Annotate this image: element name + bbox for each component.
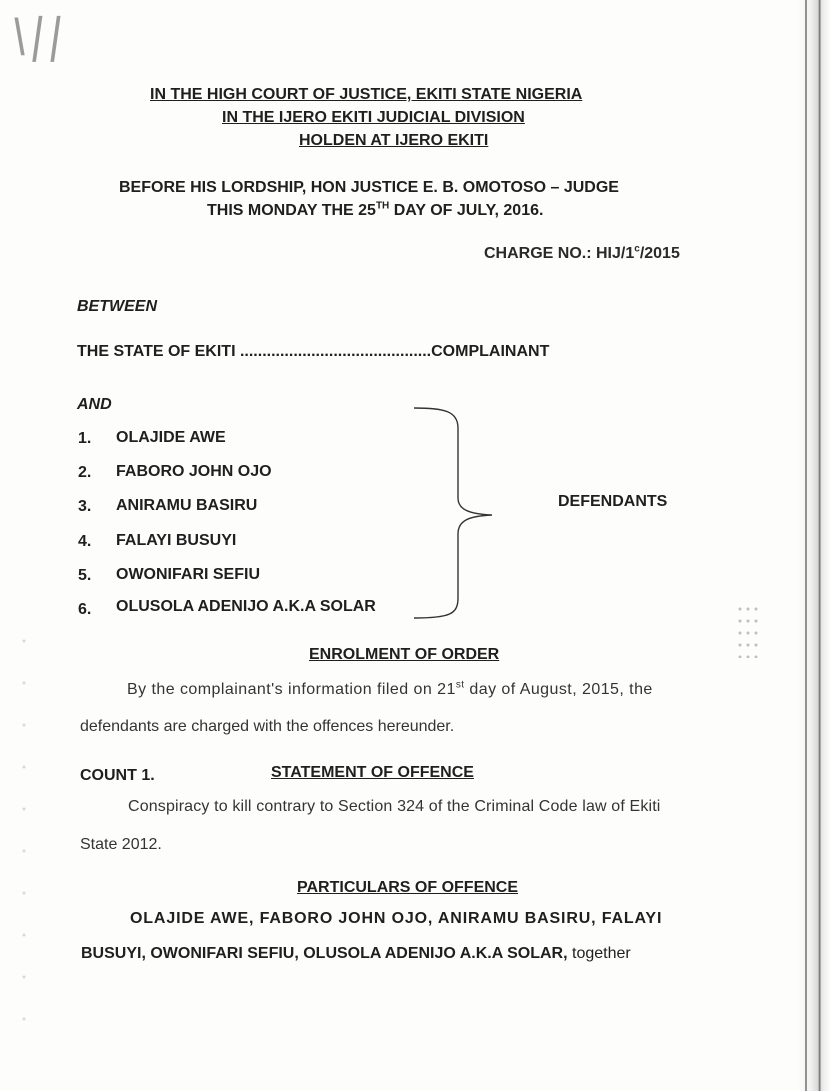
information-superscript: st bbox=[455, 679, 465, 691]
between-label: BETWEEN bbox=[77, 298, 157, 315]
enrolment-title: ENROLMENT OF ORDER bbox=[309, 646, 500, 663]
information-end: day of August, 2015, the bbox=[464, 681, 653, 698]
defendant-number: 4. bbox=[78, 533, 92, 550]
particulars-together: together bbox=[567, 945, 631, 962]
charge-number bbox=[484, 245, 680, 263]
particulars-line-2 bbox=[81, 945, 631, 963]
scan-speckles-right bbox=[736, 603, 760, 658]
defendant-number: 5. bbox=[78, 567, 92, 584]
particulars-line-1: OLAJIDE AWE, FABORO JOHN OJO, ANIRAMU BASIRU, FALAYI bbox=[130, 910, 663, 927]
information-line bbox=[127, 681, 653, 699]
statement-line-2: State 2012. bbox=[80, 836, 162, 853]
date-rest: DAY OF JULY, 2016. bbox=[389, 202, 544, 219]
particulars-title: PARTICULARS OF OFFENCE bbox=[297, 879, 519, 896]
defendant-number: 6. bbox=[78, 601, 92, 618]
complainant-label: COMPLAINANT bbox=[431, 343, 550, 360]
count-label: COUNT 1. bbox=[80, 767, 155, 784]
defendant-name: OWONIFARI SEFIU bbox=[116, 566, 260, 583]
date-line bbox=[207, 202, 543, 220]
defendant-name: OLAJIDE AWE bbox=[116, 429, 226, 446]
defendant-name: OLUSOLA ADENIJO A.K.A SOLAR bbox=[116, 598, 376, 615]
defendants-brace bbox=[412, 404, 494, 622]
particulars-names: BUSUYI, OWONIFARI SEFIU, OLUSOLA ADENIJO A.K.A SOLAR, bbox=[81, 945, 568, 962]
holden-title: HOLDEN AT IJERO EKITI bbox=[299, 132, 489, 149]
complainant-dots: ........................................... bbox=[239, 343, 432, 360]
defendant-number: 3. bbox=[78, 498, 92, 515]
date-prefix: THIS MONDAY THE 25 bbox=[207, 202, 376, 219]
defendant-number: 1. bbox=[78, 430, 92, 447]
information-start: By the complainant's information filed on 21 bbox=[127, 681, 456, 698]
defendant-name: FABORO JOHN OJO bbox=[116, 463, 272, 480]
charge-prefix: CHARGE NO.: HIJ/1 bbox=[484, 245, 635, 262]
defendant-name: ANIRAMU BASIRU bbox=[116, 497, 258, 514]
information-line-2: defendants are charged with the offences hereunder. bbox=[80, 718, 455, 735]
court-title: IN THE HIGH COURT OF JUSTICE, EKITI STATE NIGERIA bbox=[150, 86, 583, 103]
and-label: AND bbox=[77, 396, 112, 413]
scan-right-edge bbox=[797, 0, 831, 1091]
charge-superscript: c bbox=[634, 243, 640, 255]
division-title: IN THE IJERO EKITI JUDICIAL DIVISION bbox=[222, 109, 525, 126]
defendants-label: DEFENDANTS bbox=[558, 493, 668, 510]
complainant-line bbox=[77, 343, 549, 361]
handwritten-mark: \ | | bbox=[8, 8, 62, 62]
date-superscript: TH bbox=[375, 200, 390, 212]
judge-line: BEFORE HIS LORDSHIP, HON JUSTICE E. B. OMOTOSO – JUDGE bbox=[119, 179, 619, 196]
statement-line-1: Conspiracy to kill contrary to Section 324 of the Criminal Code law of Ekiti bbox=[128, 798, 661, 815]
charge-suffix: /2015 bbox=[639, 245, 680, 262]
defendant-number: 2. bbox=[78, 464, 92, 481]
statement-title: STATEMENT OF OFFENCE bbox=[271, 764, 474, 781]
defendant-name: FALAYI BUSUYI bbox=[116, 532, 237, 549]
complainant-party: THE STATE OF EKITI bbox=[77, 343, 240, 360]
scan-speckles-left bbox=[18, 620, 30, 1040]
scan-edge-line bbox=[805, 0, 807, 1091]
